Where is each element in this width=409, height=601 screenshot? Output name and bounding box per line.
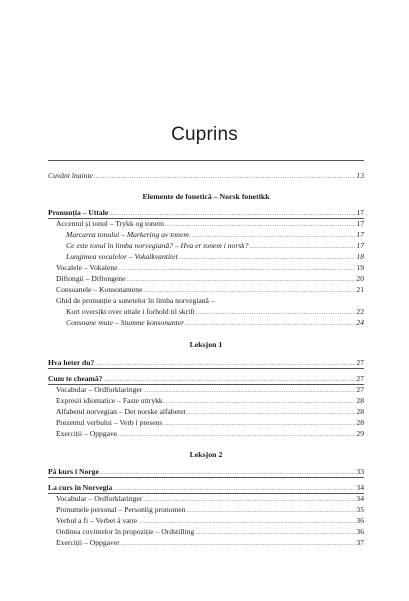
toc-entry[interactable]: Consoane mute – Stumme konsonanter ..... 24: [66, 318, 364, 328]
leader-dots: [185, 319, 355, 329]
toc-entry[interactable]: Ordinea cuvintelor în propoziție – Ordstilling ..... 36: [56, 527, 364, 537]
toc-entry[interactable]: Expresii idiomatice – Faste uttrykk ..... 28: [56, 396, 364, 406]
toc-entry[interactable]: Hva heter du? ..... 27: [48, 358, 364, 368]
toc-entry[interactable]: Diftongii – Diftongene ..... 20: [56, 274, 364, 284]
leader-dots: [143, 495, 355, 505]
section-heading: Leksjon 1: [189, 340, 223, 349]
leader-dots: [94, 172, 355, 182]
toc-entry[interactable]: Consoanele – Konsonantene ..... 21: [56, 285, 364, 295]
group-divider: [48, 384, 364, 385]
toc-entry[interactable]: La curs în Norvegia ..... 34: [48, 483, 364, 493]
toc-entry[interactable]: Cum te cheamă? ..... 27: [48, 374, 364, 384]
section-heading: Leksjon 2: [189, 450, 223, 459]
toc-entry[interactable]: Marcarea tonului – Markering av tonem ..... 17: [66, 230, 364, 240]
toc-entry[interactable]: Ghid de pronunție a sunetelor în limba norvegiană –: [56, 296, 215, 305]
leader-dots: [195, 528, 355, 538]
leader-dots: [138, 517, 355, 527]
leader-dots: [249, 242, 355, 252]
leader-dots: [187, 506, 356, 516]
group-divider: [48, 493, 364, 494]
group-divider: [48, 368, 364, 369]
toc-entry[interactable]: Vocabular – Ordforklaringer ..... 34: [56, 494, 364, 504]
toc-entry[interactable]: Pronunția – Uttale ..... 17: [48, 208, 364, 218]
leader-dots: [143, 286, 355, 296]
group-divider: [48, 218, 364, 219]
toc-entry[interactable]: Alfabetul norvegian – Det norske alfabetet ..... 28: [56, 407, 364, 417]
toc-entry[interactable]: På kurs i Norge ..... 33: [48, 467, 364, 477]
toc-entry[interactable]: Verbul a fi – Verbet å være ..... 36: [56, 516, 364, 526]
toc-entry[interactable]: Pronumele personal – Personlig pronomen ..... 35: [56, 505, 364, 515]
toc-entry[interactable]: Lungimea vocalelor – Vokalkvantitet ..... 18: [66, 252, 364, 262]
leader-dots: [164, 397, 356, 407]
toc-entry[interactable]: Prezentul verbului – Verb i presens ..... 28: [56, 418, 364, 428]
leader-dots: [190, 231, 356, 241]
toc-entry[interactable]: Vocalele – Vokalene ..... 19: [56, 263, 364, 273]
toc-entry[interactable]: Exerciții – Oppgaver ..... 37: [56, 538, 364, 548]
toc-entry[interactable]: Exerciții – Oppgave ..... 29: [56, 429, 364, 439]
leader-dots: [143, 386, 355, 396]
leader-dots: [118, 430, 355, 440]
leader-dots: [196, 308, 356, 318]
toc-entry[interactable]: Accentul și tonul – Trykk og tonem ..... 17: [56, 219, 364, 229]
top-divider: [48, 160, 364, 161]
leader-dots: [165, 220, 355, 230]
toc-entry[interactable]: Vocabular – Ordforklaringer ..... 27: [56, 385, 364, 395]
leader-dots: [121, 539, 356, 549]
leader-dots: [127, 275, 356, 285]
toc-entry[interactable]: Ce este tonul în limba norvegiană? – Hva er tonem i norsk? ..... 17: [66, 241, 364, 251]
toc-entry-intro[interactable]: Cuvânt înainte ..... 13: [48, 171, 364, 181]
group-divider: [48, 477, 364, 478]
leader-dots: [163, 419, 355, 429]
page-title: Cuprins: [171, 124, 238, 145]
leader-dots: [187, 408, 356, 418]
section-heading: Elemente de fonetică – Norsk fonetikk: [142, 192, 270, 201]
toc-entry[interactable]: Kort oversikt over uttale i forhold til skrift ..... 22: [66, 307, 364, 317]
leader-dots: [179, 253, 356, 263]
leader-dots: [119, 264, 356, 274]
